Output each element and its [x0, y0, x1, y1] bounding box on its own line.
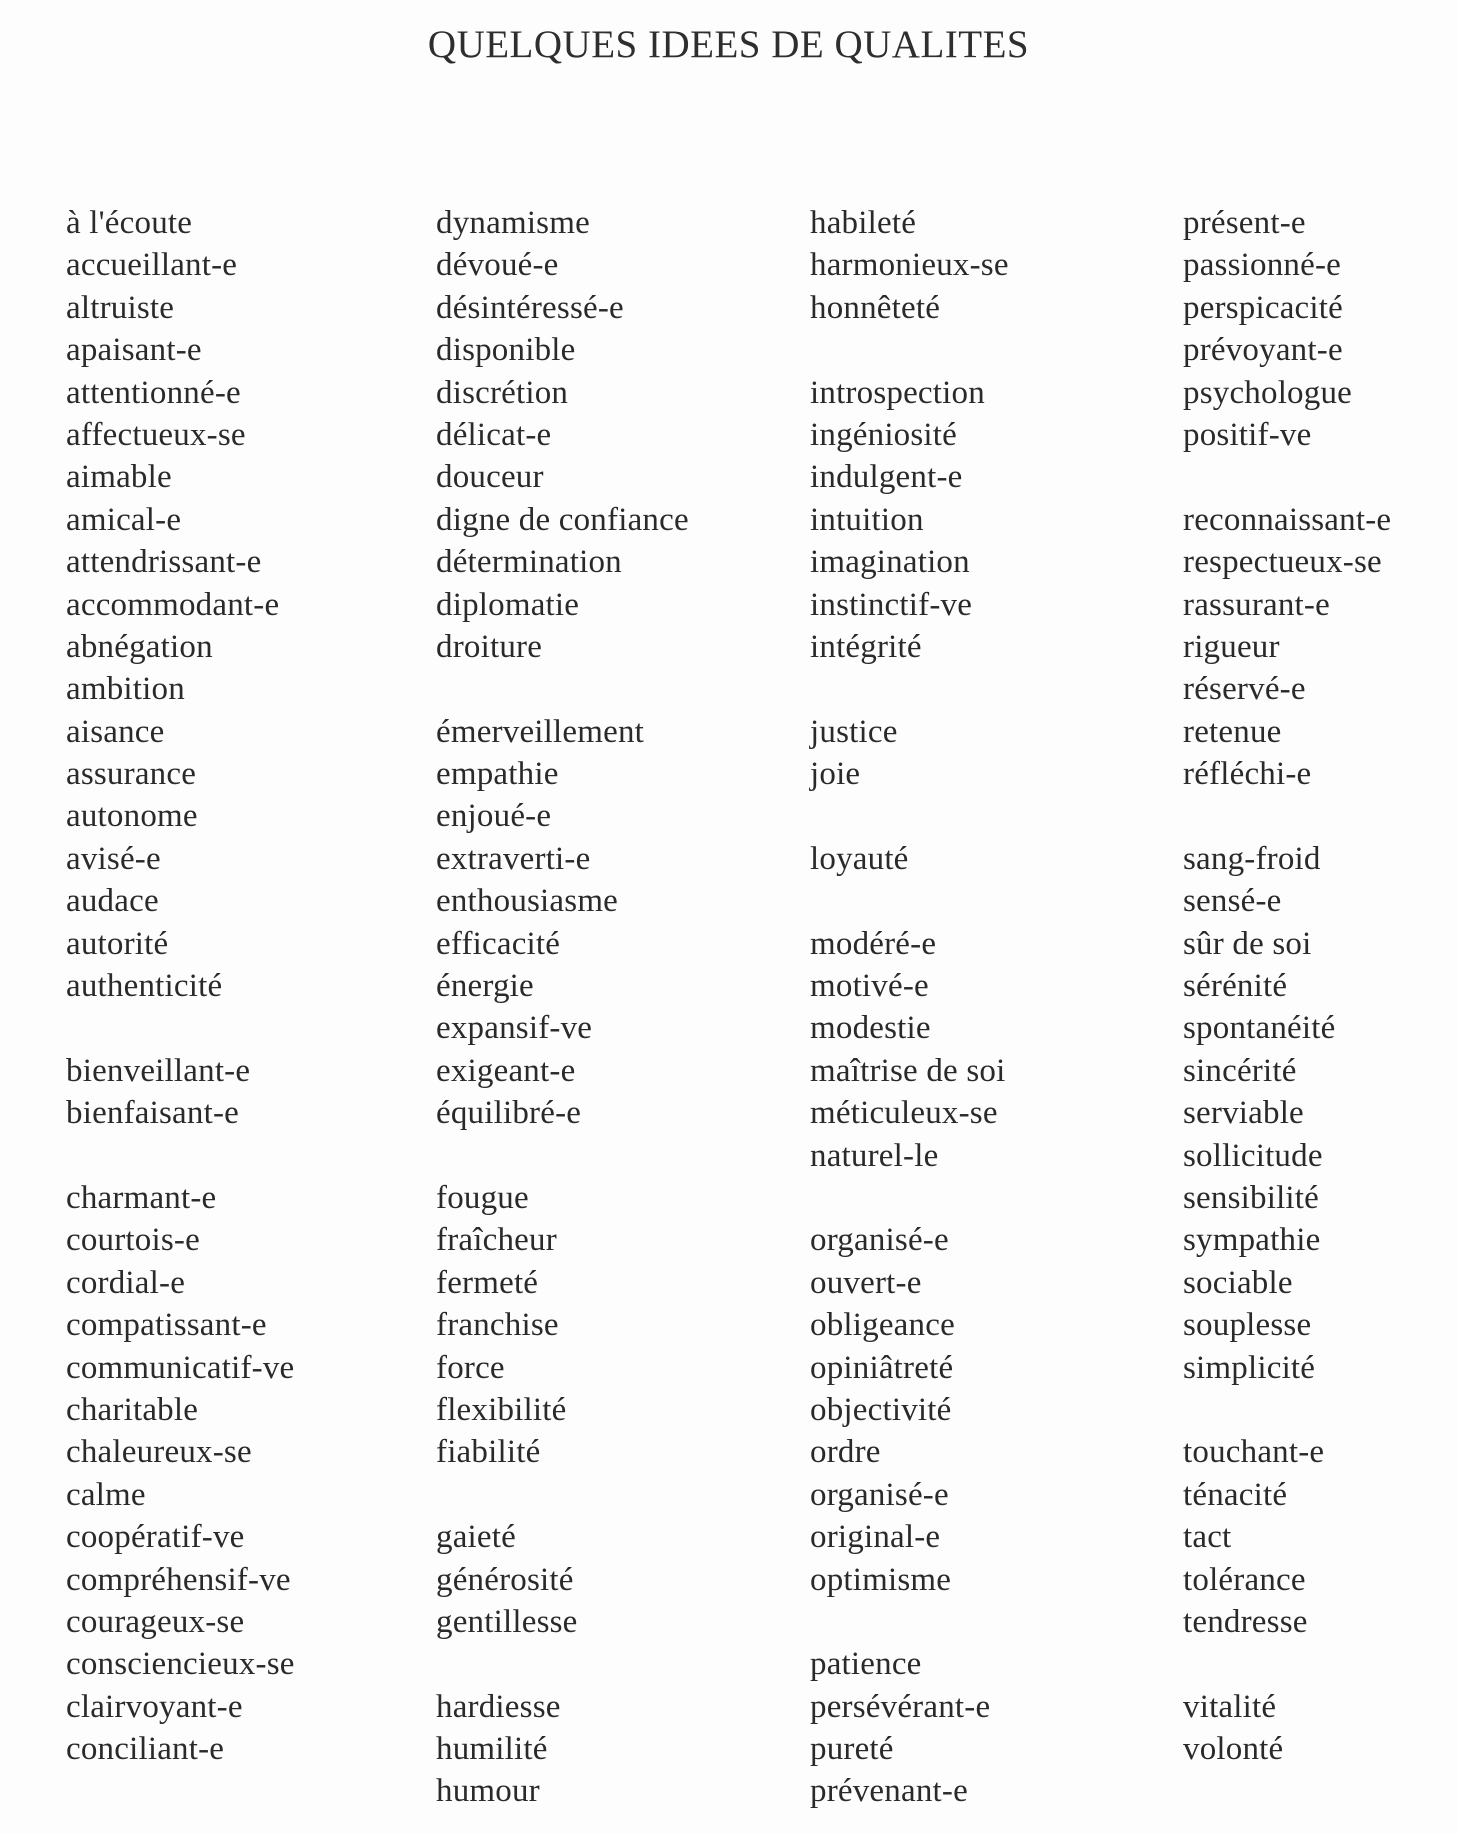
quality-word: ouvert-e	[810, 1264, 922, 1301]
quality-word: humilité	[436, 1731, 548, 1768]
quality-word: optimisme	[810, 1561, 952, 1598]
quality-word: objectivité	[810, 1391, 952, 1428]
quality-word: pureté	[810, 1731, 894, 1768]
spacer-line	[810, 668, 1009, 710]
quality-word: réservé-e	[1183, 671, 1306, 708]
quality-word: serviable	[1183, 1095, 1304, 1132]
spacer-line	[66, 1135, 295, 1177]
quality-word: exigeant-e	[436, 1052, 576, 1089]
quality-word: réfléchi-e	[1183, 756, 1312, 793]
quality-word: consciencieux-se	[66, 1646, 295, 1683]
quality-word: loyauté	[810, 840, 909, 877]
quality-word: fiabilité	[436, 1434, 541, 1471]
quality-word: accueillant-e	[66, 247, 238, 284]
quality-word: authenticité	[66, 968, 223, 1005]
quality-word: sympathie	[1183, 1222, 1321, 1259]
quality-word: modéré-e	[810, 925, 937, 962]
quality-word: sociable	[1183, 1264, 1293, 1301]
quality-word: bienfaisant-e	[66, 1095, 240, 1132]
quality-word: indulgent-e	[810, 459, 963, 496]
quality-word: fraîcheur	[436, 1222, 557, 1259]
spacer-line	[810, 1177, 1009, 1219]
spacer-line	[1183, 456, 1391, 498]
quality-word: prévenant-e	[810, 1773, 968, 1810]
quality-word: délicat-e	[436, 416, 552, 453]
spacer-line	[810, 795, 1009, 837]
quality-word: ténacité	[1183, 1476, 1288, 1513]
page-title: QUELQUES IDEES DE QUALITES	[427, 23, 1030, 66]
quality-word: générosité	[436, 1561, 574, 1598]
quality-word: joie	[810, 756, 861, 793]
quality-word: courtois-e	[66, 1222, 200, 1259]
quality-word: simplicité	[1183, 1349, 1316, 1386]
quality-word: coopératif-ve	[66, 1519, 245, 1556]
quality-word: spontanéité	[1183, 1010, 1336, 1047]
quality-word: perspicacité	[1183, 289, 1343, 326]
quality-word: humour	[436, 1773, 540, 1810]
quality-word: gaieté	[436, 1519, 516, 1556]
quality-word: empathie	[436, 756, 559, 793]
qualities-column-1	[66, 202, 295, 1770]
spacer-line	[436, 1135, 689, 1177]
qualities-column-4	[1183, 202, 1391, 1770]
quality-word: franchise	[436, 1307, 559, 1344]
quality-word: émerveillement	[436, 713, 645, 750]
quality-word: organisé-e	[810, 1476, 949, 1513]
quality-word: autonome	[66, 798, 198, 835]
quality-word: psychologue	[1183, 374, 1353, 411]
quality-word: détermination	[436, 544, 622, 581]
quality-word: calme	[66, 1476, 146, 1513]
quality-word: discrétion	[436, 374, 569, 411]
quality-word: sincérité	[1183, 1052, 1297, 1089]
quality-word: à l'écoute	[66, 205, 193, 241]
quality-word: respectueux-se	[1183, 544, 1382, 581]
quality-word: conciliant-e	[66, 1731, 225, 1768]
quality-word: compatissant-e	[66, 1307, 267, 1344]
quality-word: intégrité	[810, 628, 922, 665]
quality-word: communicatif-ve	[66, 1349, 295, 1386]
quality-word: enthousiasme	[436, 883, 619, 920]
quality-word: flexibilité	[436, 1391, 567, 1428]
quality-word: prévoyant-e	[1183, 332, 1343, 369]
spacer-line	[436, 1474, 689, 1516]
quality-word: original-e	[810, 1519, 941, 1556]
quality-word: droiture	[436, 628, 543, 665]
quality-word: méticuleux-se	[810, 1095, 998, 1132]
quality-word: gentillesse	[436, 1603, 578, 1640]
quality-word: imagination	[810, 544, 970, 581]
quality-word: sang-froid	[1183, 840, 1321, 877]
quality-word: désintéressé-e	[436, 289, 624, 326]
quality-word: audace	[66, 883, 159, 920]
quality-word: tolérance	[1183, 1561, 1306, 1598]
quality-word: abnégation	[66, 628, 213, 665]
quality-word: courageux-se	[66, 1603, 245, 1640]
qualities-column-2	[436, 202, 689, 1813]
quality-word: douceur	[436, 459, 544, 496]
quality-word: reconnaissant-e	[1183, 501, 1392, 538]
spacer-line	[810, 1601, 1009, 1643]
quality-word: maîtrise de soi	[810, 1052, 1006, 1089]
quality-word: disponible	[436, 332, 576, 369]
quality-word: bienveillant-e	[66, 1052, 251, 1089]
spacer-line	[66, 1007, 295, 1049]
quality-word: sensé-e	[1183, 883, 1282, 920]
quality-word: clairvoyant-e	[66, 1688, 243, 1725]
quality-word: tendresse	[1183, 1603, 1308, 1640]
quality-word: autorité	[66, 925, 169, 962]
quality-word: obligeance	[810, 1307, 955, 1344]
quality-word: introspection	[810, 374, 985, 411]
quality-word: sérénité	[1183, 968, 1288, 1005]
quality-word: justice	[810, 713, 898, 750]
spacer-line	[1183, 795, 1391, 837]
quality-word: charitable	[66, 1391, 199, 1428]
quality-word: équilibré-e	[436, 1095, 582, 1132]
quality-word: persévérant-e	[810, 1688, 991, 1725]
quality-word: attentionné-e	[66, 374, 241, 411]
quality-word: attendrissant-e	[66, 544, 262, 581]
quality-word: énergie	[436, 968, 534, 1005]
quality-word: ingéniosité	[810, 416, 958, 453]
quality-word: avisé-e	[66, 840, 161, 877]
quality-word: tact	[1183, 1519, 1232, 1556]
quality-word: présent-e	[1183, 205, 1306, 241]
quality-word: dévoué-e	[436, 247, 559, 284]
quality-word: opiniâtreté	[810, 1349, 954, 1386]
quality-word: sûr de soi	[1183, 925, 1312, 962]
quality-word: naturel-le	[810, 1137, 939, 1174]
quality-word: sollicitude	[1183, 1137, 1323, 1174]
qualities-column-3	[810, 202, 1009, 1813]
quality-word: amical-e	[66, 501, 182, 538]
quality-word: harmonieux-se	[810, 247, 1009, 284]
quality-word: rigueur	[1183, 628, 1280, 665]
quality-word: organisé-e	[810, 1222, 949, 1259]
quality-word: aisance	[66, 713, 165, 750]
spacer-line	[436, 1643, 689, 1685]
quality-word: apaisant-e	[66, 332, 202, 369]
quality-word: affectueux-se	[66, 416, 246, 453]
spacer-line	[810, 880, 1009, 922]
quality-word: sensibilité	[1183, 1179, 1320, 1216]
quality-word: patience	[810, 1646, 922, 1683]
quality-word: diplomatie	[436, 586, 580, 623]
quality-word: hardiesse	[436, 1688, 561, 1725]
spacer-line	[436, 668, 689, 710]
quality-word: ambition	[66, 671, 185, 708]
quality-word: retenue	[1183, 713, 1282, 750]
quality-word: souplesse	[1183, 1307, 1312, 1344]
quality-word: vitalité	[1183, 1688, 1277, 1725]
quality-word: cordial-e	[66, 1264, 186, 1301]
quality-word: aimable	[66, 459, 172, 496]
quality-word: accommodant-e	[66, 586, 280, 623]
quality-word: instinctif-ve	[810, 586, 973, 623]
quality-word: fougue	[436, 1179, 529, 1216]
quality-word: motivé-e	[810, 968, 929, 1005]
spacer-line	[1183, 1389, 1391, 1431]
quality-word: passionné-e	[1183, 247, 1341, 284]
quality-word: assurance	[66, 756, 197, 793]
quality-word: intuition	[810, 501, 924, 538]
quality-word: dynamisme	[436, 205, 590, 241]
quality-word: rassurant-e	[1183, 586, 1330, 623]
quality-word: digne de confiance	[436, 501, 689, 538]
quality-word: expansif-ve	[436, 1010, 593, 1047]
quality-word: volonté	[1183, 1731, 1284, 1768]
quality-word: touchant-e	[1183, 1434, 1325, 1471]
quality-word: force	[436, 1349, 505, 1386]
quality-word: positif-ve	[1183, 416, 1312, 453]
quality-word: ordre	[810, 1434, 881, 1471]
quality-word: chaleureux-se	[66, 1434, 252, 1471]
quality-word: modestie	[810, 1010, 931, 1047]
spacer-line	[810, 329, 1009, 371]
quality-word: fermeté	[436, 1264, 539, 1301]
quality-word: enjoué-e	[436, 798, 552, 835]
quality-word: altruiste	[66, 289, 175, 326]
quality-word: extraverti-e	[436, 840, 591, 877]
quality-word: charmant-e	[66, 1179, 217, 1216]
quality-word: honnêteté	[810, 289, 941, 326]
spacer-line	[1183, 1643, 1391, 1685]
quality-word: efficacité	[436, 925, 561, 962]
quality-word: compréhensif-ve	[66, 1561, 291, 1598]
quality-word: habileté	[810, 205, 917, 241]
